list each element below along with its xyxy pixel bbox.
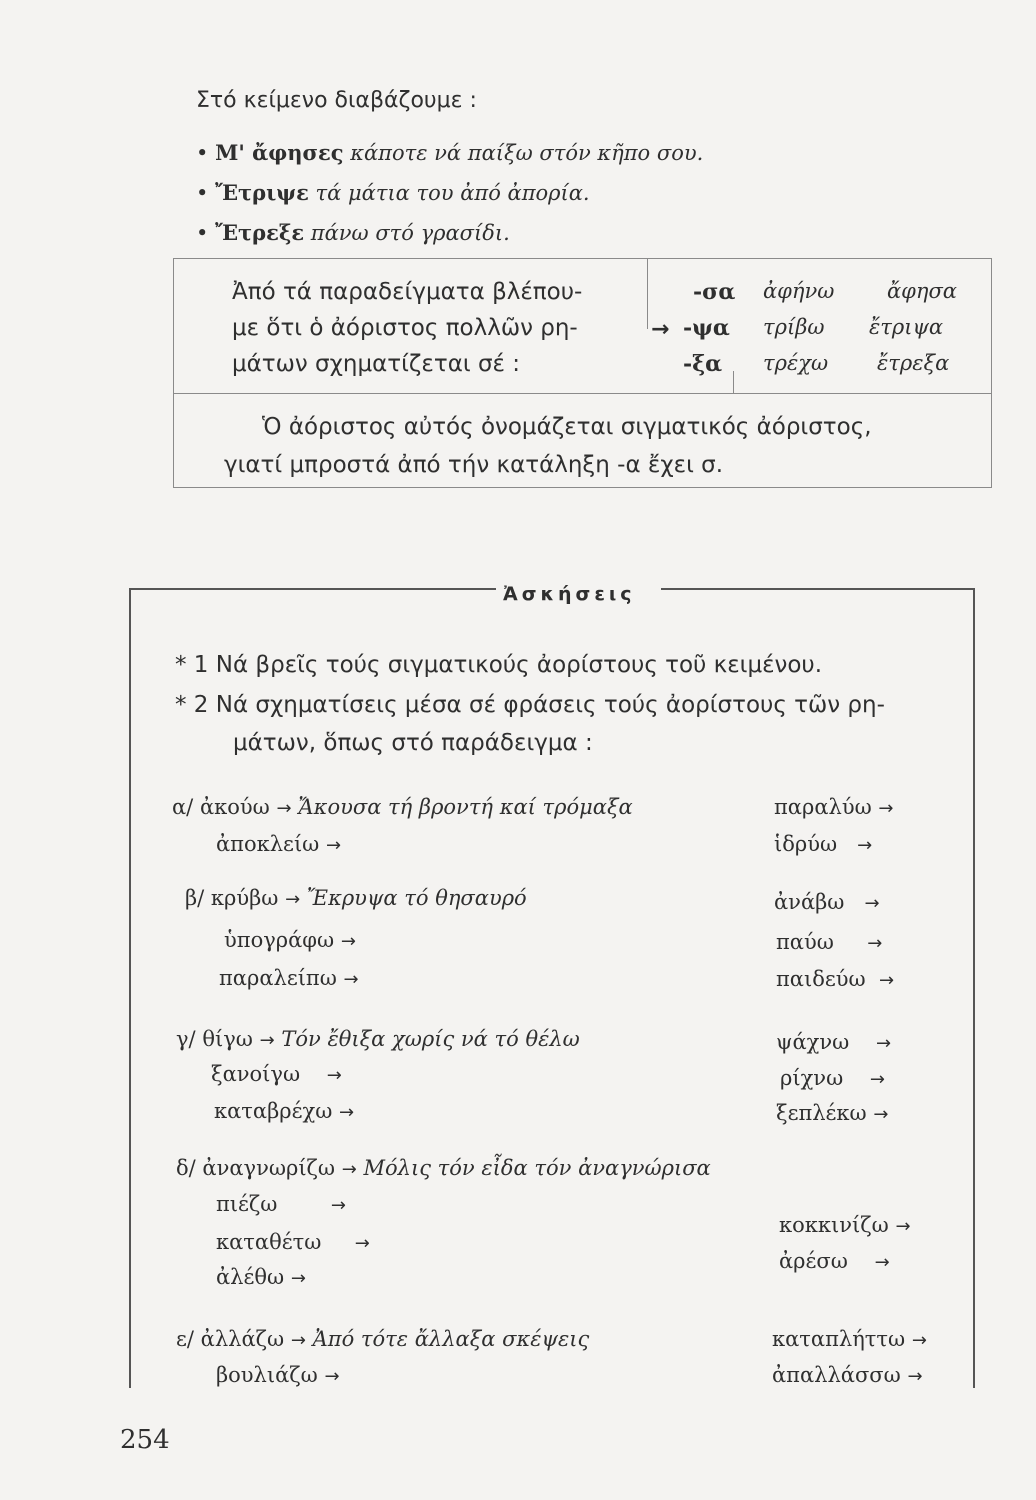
group-label: δ/ [176,1156,196,1180]
task-1: * 1 Νά βρεῖς τούς σιγματικούς ἀορίστους τοῦ κειμένου. [175,652,823,678]
group-e-example [176,1327,589,1351]
example-sentence: Τόν ἔθιξα χωρίς νά τό θέλω [281,1027,580,1051]
rule-box [173,258,992,488]
present-verb: τρέχω [763,351,829,375]
aorist-verb: ἄφησα [887,279,957,303]
verb-item: καταθέτω → [216,1230,370,1254]
divider [131,588,496,590]
bullet: • [196,141,209,165]
group-c-example [176,1027,580,1051]
arrow-icon: → [907,1366,923,1387]
aorist-verb: ἔτριψα [869,315,944,339]
example-rest: πάνω στό γρασίδι. [304,221,510,245]
example-verb: κρύβω [210,886,279,910]
arrow-icon: → [911,1330,927,1351]
verb-item: ἀνάβω → [774,890,880,914]
example-rest: κάποτε νά παίξω στόν κῆπο σου. [343,141,704,165]
verb-item: καταπλήττω → [772,1327,927,1351]
verb-item: ἀλέθω → [216,1265,306,1289]
example-sentence: Μόλις τόν εἶδα τόν ἀναγνώρισα [363,1156,711,1180]
group-d-example [176,1156,711,1180]
example-line-2 [196,180,590,205]
verb-item: παύω → [776,930,883,954]
arrow-icon: → [330,1195,346,1216]
group-a-example [172,795,633,819]
arrow-icon: → [354,1233,370,1254]
verb-item: ρίχνω → [780,1066,885,1090]
present-verb: ἀφήνω [763,279,835,303]
divider [174,393,991,394]
task-2: * 2 Νά σχηματίσεις μέσα σέ φράσεις τούς ἀορίστους τῶν ρη- [175,692,885,718]
verb-item: ξεπλέκω → [776,1101,889,1125]
arrow-icon: → [857,835,873,856]
divider [733,371,734,393]
example-sentence: Ἀπό τότε ἄλλαξα σκέψεις [312,1327,590,1351]
arrow-icon: → [895,1216,911,1237]
group-label: α/ [172,795,194,819]
arrow-icon: → [326,1065,342,1086]
example-sentence: Ἔκρυψα τό θησαυρό [306,886,527,910]
example-verb: ἀλλάζω [200,1327,285,1351]
example-sentence: Ἄκουσα τή βροντή καί τρόμαξα [298,795,633,819]
verb-item: ἀπαλλάσσω → [772,1363,923,1387]
verb-item: ξανοίγω → [211,1062,342,1086]
aorist-verb: ἔτρεξα [877,351,950,375]
arrow-icon: → [875,1033,892,1054]
divider [661,588,973,590]
group-label: β/ [185,886,205,910]
example-verb: Ἔτριψε [215,180,309,205]
arrow-icon: → [878,798,894,819]
arrow-icon: → [343,969,359,990]
verb-item: καταβρέχω → [214,1099,355,1123]
verb-item: παραλείπω → [219,966,359,990]
arrow-icon: → [259,1030,275,1051]
bullet: • [196,221,209,245]
example-sentence [215,141,703,165]
verb-item: ψάχνω → [776,1030,892,1054]
exercises-title: Ἀσκήσεις [503,583,636,605]
group-b-example [185,886,527,910]
example-line-3 [196,220,510,245]
arrow-icon: → [341,1159,357,1180]
page-number: 254 [120,1425,170,1455]
example-verb: ἀναγνωρίζω [202,1156,336,1180]
verb-item: ἀποκλείω → [216,832,342,856]
rule-text-line: μάτων σχηματίζεται σέ : [232,351,521,377]
rule-conclusion: Ὁ ἀόριστος αὐτός ὀνομάζεται σιγματικός ἀόριστος, [262,414,872,440]
group-label: ε/ [176,1327,194,1351]
ending-psa: -ψα [683,315,730,341]
present-verb: τρίβω [763,315,825,339]
arrow-icon: → [276,798,292,819]
verb-item: ἱδρύω → [774,832,873,856]
verb-item: πιέζω → [216,1192,346,1216]
task-2-cont: μάτων, ὅπως στό παράδειγμα : [233,730,593,756]
arrow-icon: → [869,1069,885,1090]
arrow-icon: → [867,933,883,954]
rule-text-line: Ἀπό τά παραδείγματα βλέπου- [232,279,583,305]
verb-item: ὑπογράφω → [224,928,356,952]
arrow-icon: → [340,931,356,952]
arrow-icon: → [651,317,670,342]
verb-item: παιδεύω → [776,967,895,991]
arrow-icon: → [879,970,895,991]
example-verb: ἀκούω [199,795,270,819]
example-sentence [215,221,510,245]
ending-sa: -σα [693,279,736,305]
example-line-1 [196,140,703,165]
verb-item: παραλύω → [774,795,894,819]
arrow-icon: → [290,1330,306,1351]
example-verb: θίγω [202,1027,253,1051]
divider [647,259,648,329]
example-sentence [215,181,590,205]
bullet: • [196,181,209,205]
arrow-icon: → [873,1104,889,1125]
verb-item: βουλιάζω → [216,1363,340,1387]
example-verb: Ἔτρεξε [215,220,305,245]
example-verb: Μ' ἄφησες [215,140,344,165]
arrow-icon: → [290,1268,306,1289]
arrow-icon: → [324,1366,340,1387]
example-rest: τά μάτια του ἀπό ἀπορία. [308,181,590,205]
arrow-icon: → [326,835,342,856]
rule-conclusion: γιατί μπροστά ἀπό τήν κατάληξη -α ἔχει σ. [224,452,724,478]
ending-xa: -ξα [683,351,723,377]
verb-item: κοκκινίζω → [779,1213,911,1237]
arrow-icon: → [285,889,301,910]
rule-text-line: με ὅτι ὁ ἀόριστος πολλῶν ρη- [232,315,578,341]
arrow-icon: → [874,1252,890,1273]
arrow-icon: → [339,1102,355,1123]
intro-heading: Στό κείμενο διαβάζουμε : [196,88,477,113]
arrow-icon: → [864,893,880,914]
group-label: γ/ [176,1027,196,1051]
verb-item: ἀρέσω → [779,1249,890,1273]
